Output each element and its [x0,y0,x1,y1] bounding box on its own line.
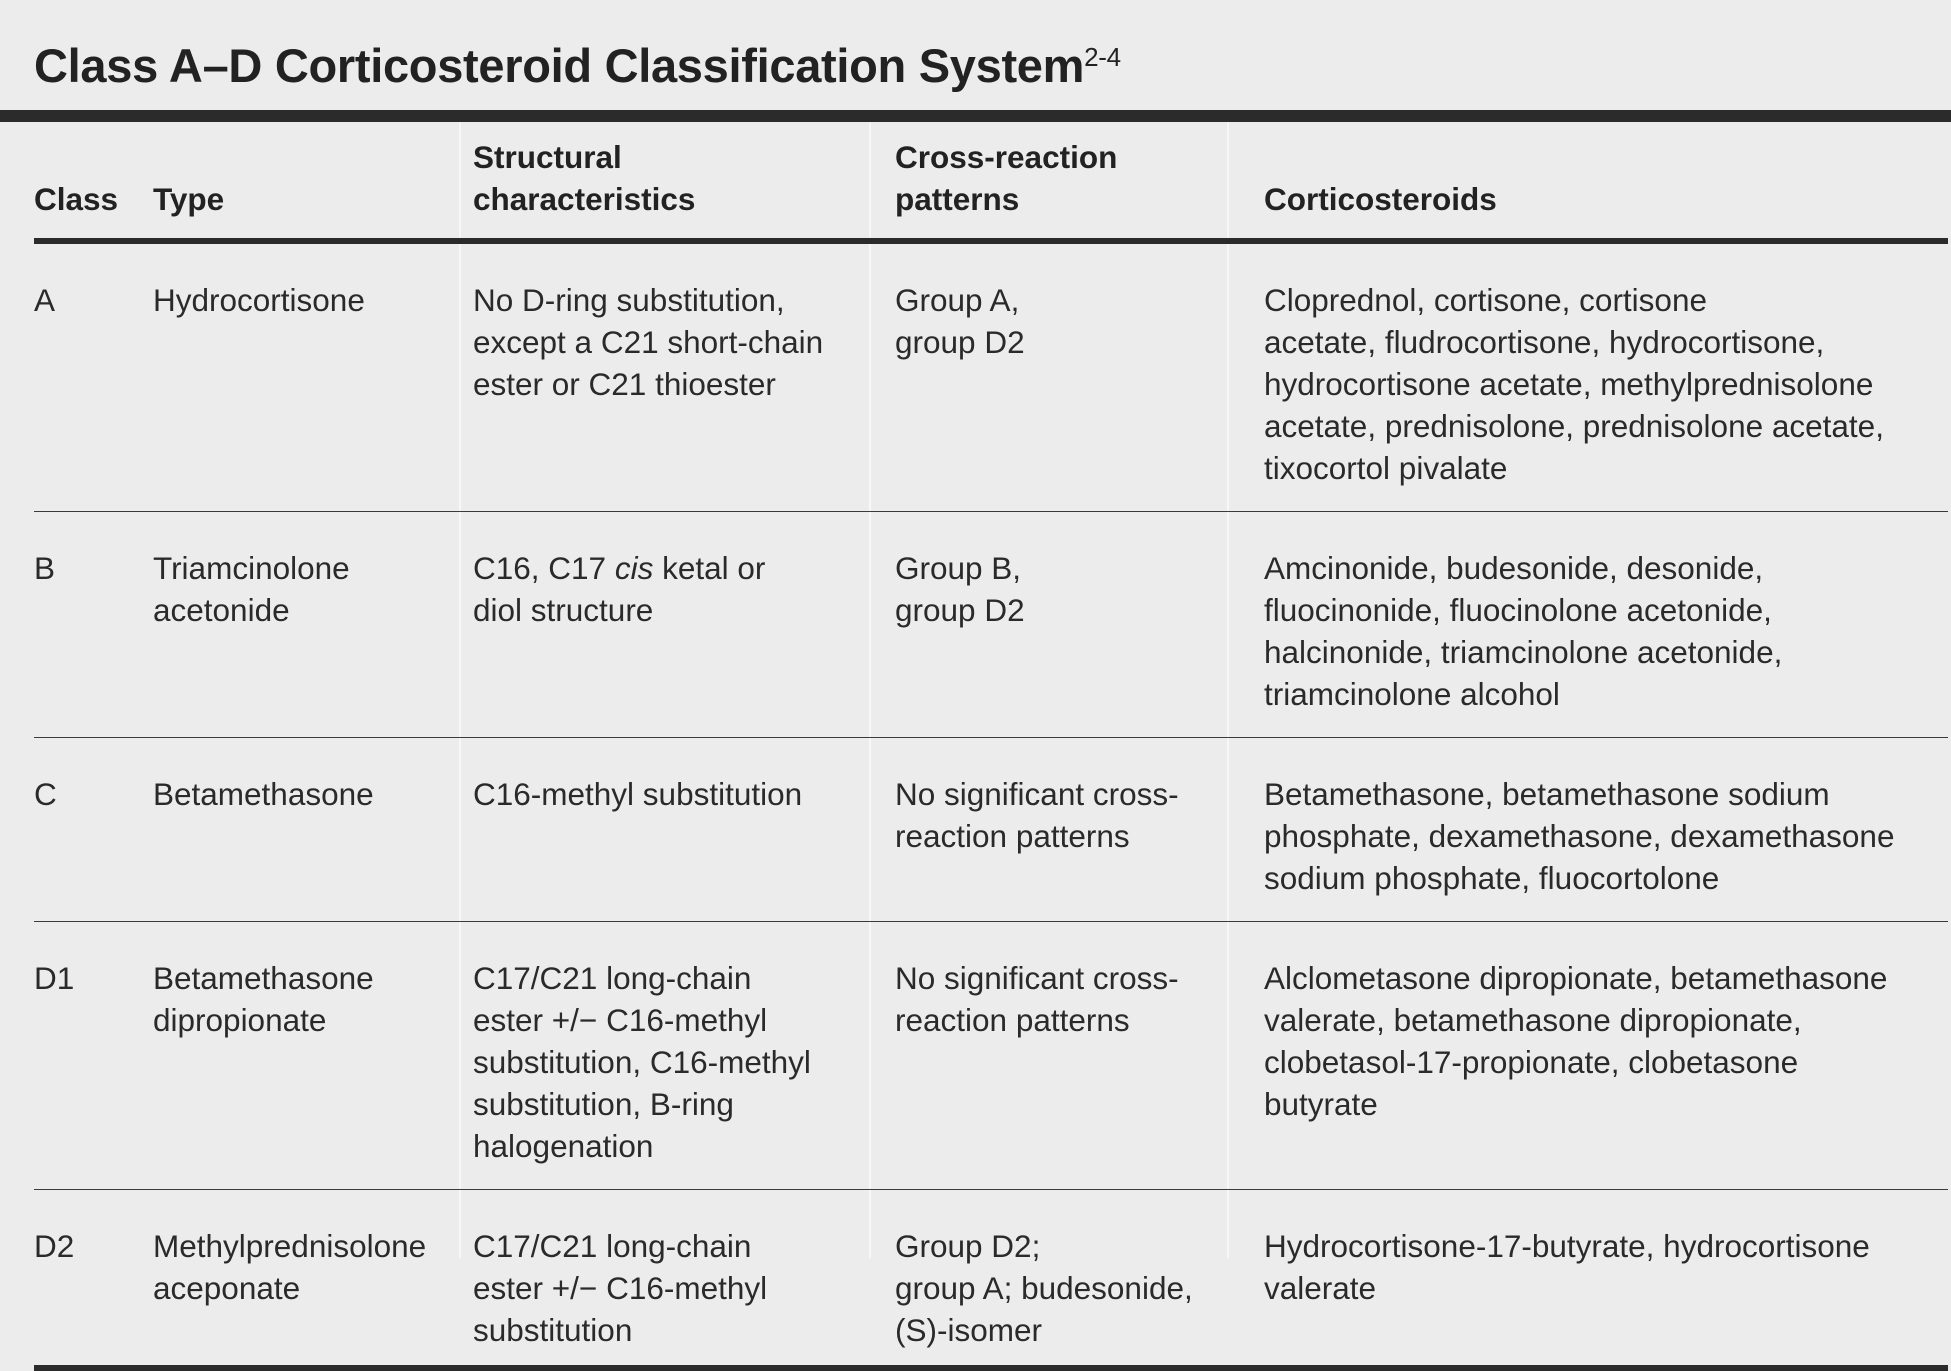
cell-corticosteroids: Hydrocortisone-17-butyrate, hydrocortisone valerate [1264,1190,1948,1369]
cell-cross-reaction: Group D2; group A; budesonide, (S)-isomer [895,1190,1264,1369]
cell-structural: C17/C21 long-chain ester +/− C16-methyl substitution, C16-methyl substitution, B-ring halogenation [473,922,895,1190]
table-row [34,512,1948,738]
cell-structural: C16-methyl substitution [473,738,895,922]
cell-type: Triamcinolone acetonide [153,512,473,738]
top-rule [0,110,1951,122]
table-row [34,1190,1948,1369]
cell-class: D2 [34,1190,153,1369]
cell-class: B [34,512,153,738]
cell-cross-reaction: No significant cross- reaction patterns [895,922,1264,1190]
header-corticosteroids: Corticosteroids [1264,122,1948,241]
cell-type: Hydrocortisone [153,241,473,512]
cell-cross-reaction: No significant cross- reaction patterns [895,738,1264,922]
cell-corticosteroids: Alclometasone dipropionate, betamethasone valerate, betamethasone dipropionate, clobetasol-17-propionate, clobetasone butyrate [1264,922,1948,1190]
table-title [34,38,1121,93]
cell-class: C [34,738,153,922]
cell-corticosteroids: Betamethasone, betamethasone sodium phosphate, dexamethasone, dexamethasone sodium phosphate, fluocortolone [1264,738,1948,922]
cell-class: D1 [34,922,153,1190]
cell-type: Betamethasone dipropionate [153,922,473,1190]
table-container [34,122,1918,1371]
cell-corticosteroids: Amcinonide, budesonide, desonide, fluocinonide, fluocinolone acetonide, halcinonide, triamcinolone acetonide, triamcinolone alcohol [1264,512,1948,738]
table-row [34,738,1948,922]
header-type: Type [153,122,473,241]
cell-structural: No D-ring substitution, except a C21 short-chain ester or C21 thioester [473,241,895,512]
header-class: Class [34,122,153,241]
table-row [34,922,1948,1190]
classification-table [34,122,1948,1371]
cell-corticosteroids: Cloprednol, cortisone, cortisone acetate, fludrocortisone, hydrocortisone, hydrocortisone acetate, methylprednisolone acetate, prednisolone, prednisolone acetate, tixocortol pivalate [1264,241,1948,512]
cell-type: Betamethasone [153,738,473,922]
cell-type: Methylprednisolone aceponate [153,1190,473,1369]
header-cross-reaction: Cross-reaction patterns [895,122,1264,241]
header-structural: Structural characteristics [473,122,895,241]
table-row [34,241,1948,512]
header-row [34,122,1948,241]
cell-cross-reaction: Group A, group D2 [895,241,1264,512]
table-title-text: Class A–D Corticosteroid Classification System [34,39,1085,92]
title-reference-superscript: 2-4 [1084,42,1121,72]
cell-structural: C17/C21 long-chain ester +/− C16-methyl substitution [473,1190,895,1369]
cell-cross-reaction: Group B, group D2 [895,512,1264,738]
cell-structural: C16, C17 cis ketal or diol structure [473,512,895,738]
cell-class: A [34,241,153,512]
